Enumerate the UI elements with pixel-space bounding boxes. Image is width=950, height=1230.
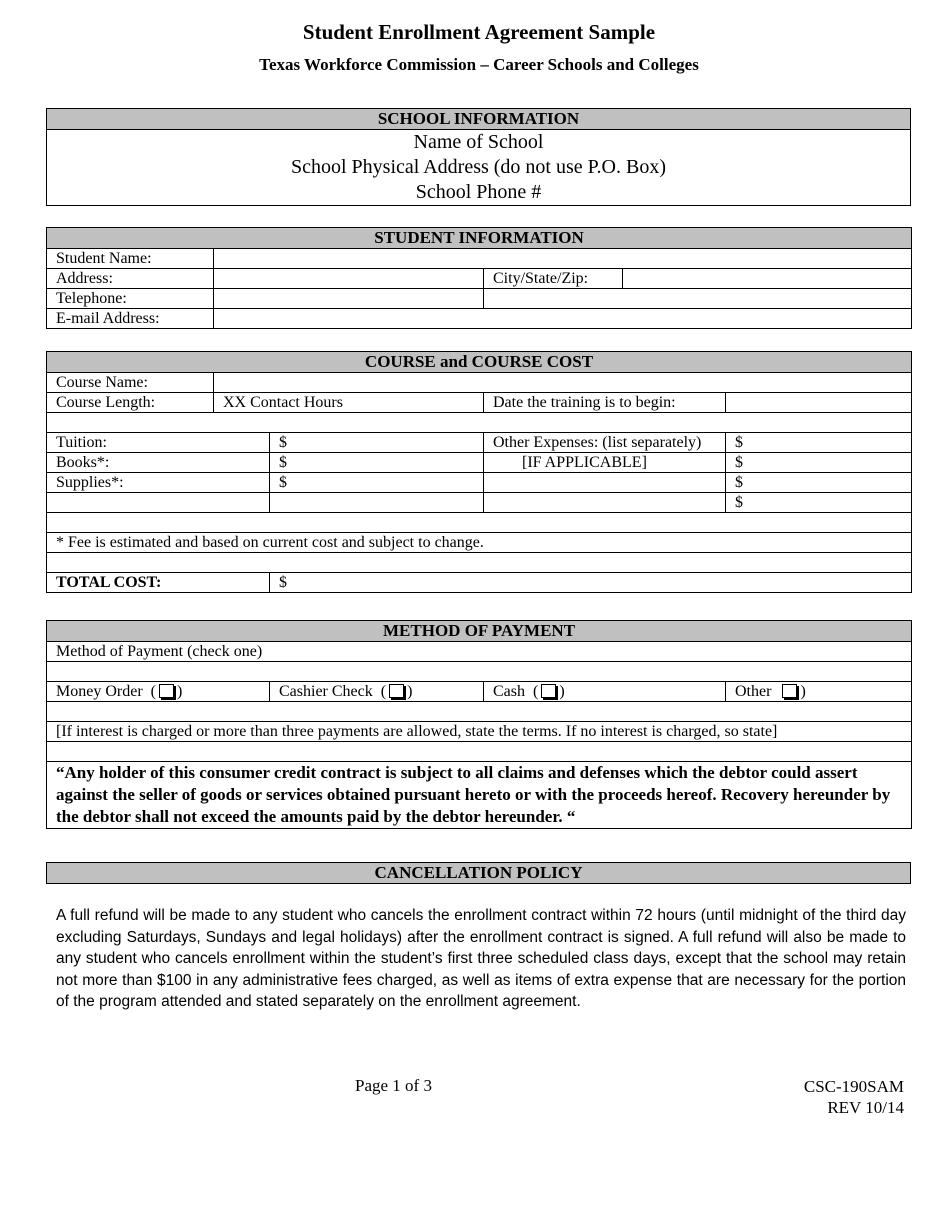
spacer-row	[47, 742, 912, 762]
supplies-label: Supplies*:	[47, 473, 270, 493]
course-heading: COURSE and COURSE COST	[47, 352, 912, 373]
city-state-zip-label: City/State/Zip:	[484, 269, 623, 289]
holder-notice: “Any holder of this consumer credit contract is subject to all claims and defenses which the debtor could assert against the seller of goods or services obtained pursuant hereto or with the proceeds hereof. Recovery hereunder by the debtor shall not exceed the amounts paid by the debtor hereunder. “	[47, 762, 912, 829]
money-order-label: Money Order	[56, 683, 143, 700]
fee-note: * Fee is estimated and based on current cost and subject to change.	[47, 533, 912, 553]
city-state-zip-field[interactable]	[623, 269, 912, 289]
school-info-block	[47, 130, 911, 206]
total-cost-amount[interactable]: $	[270, 573, 912, 593]
spacer-row	[47, 513, 912, 533]
student-name-field[interactable]	[214, 249, 912, 269]
telephone-field[interactable]	[214, 289, 484, 309]
cashier-check-option[interactable]: Cashier Check ( )	[270, 682, 484, 702]
other-expense-amount-2[interactable]: $	[726, 453, 912, 473]
other-expense-name-4[interactable]	[484, 493, 726, 513]
tuition-label: Tuition:	[47, 433, 270, 453]
tuition-amount[interactable]: $	[270, 433, 484, 453]
address-field[interactable]	[214, 269, 484, 289]
form-code: CSC-190SAM	[803, 1077, 904, 1096]
other-expense-name-3[interactable]	[484, 473, 726, 493]
other-expenses-label: Other Expenses: (list separately)	[484, 433, 726, 453]
email-field[interactable]	[214, 309, 912, 329]
spacer-row	[47, 413, 912, 433]
student-info-heading: STUDENT INFORMATION	[47, 228, 912, 249]
books-amount[interactable]: $	[270, 453, 484, 473]
blank-cost-label	[47, 493, 270, 513]
telephone-extra-field[interactable]	[484, 289, 912, 309]
spacer-row	[47, 662, 912, 682]
school-address: School Physical Address (do not use P.O. Box)	[291, 156, 666, 178]
other-expense-amount-3[interactable]: $	[726, 473, 912, 493]
payment-instruction: Method of Payment (check one)	[47, 642, 912, 662]
books-label: Books*:	[47, 453, 270, 473]
page-subtitle: Texas Workforce Commission – Career Schools and Colleges	[259, 55, 699, 74]
page-title: Student Enrollment Agreement Sample	[302, 20, 656, 44]
method-of-payment-table	[46, 620, 912, 829]
form-code-block	[804, 1076, 904, 1118]
training-begin-field[interactable]	[726, 393, 912, 413]
interest-terms-note: [If interest is charged or more than three payments are allowed, state the terms. If no interest is charged, so state]	[47, 722, 912, 742]
supplies-amount[interactable]: $	[270, 473, 484, 493]
cash-option[interactable]: Cash ( )	[484, 682, 726, 702]
student-information-table	[46, 227, 912, 329]
cash-checkbox[interactable]	[541, 684, 556, 698]
cancellation-policy-text: A full refund will be made to any student who cancels the enrollment contract within 72 hours (until midnight of the third day excluding Saturdays, Sundays and legal holidays) after the enrollment contract is signed. A full refund will also be made to any student who cancels enrollment within the student’s first three scheduled class days, except that the school may retain not more than $100 in any administrative fees charged, as well as items of extra expense that are necessary for the portion of the program attended and stated separately on the enrollment agreement.	[56, 907, 906, 1010]
school-name: Name of School	[413, 131, 544, 153]
total-cost-label: TOTAL COST:	[47, 573, 270, 593]
other-expense-amount-4[interactable]: $	[726, 493, 912, 513]
address-label: Address:	[47, 269, 214, 289]
page-number: Page 1 of 3	[355, 1076, 432, 1095]
spacer-row	[47, 702, 912, 722]
money-order-checkbox[interactable]	[159, 684, 174, 698]
training-begin-label: Date the training is to begin:	[484, 393, 726, 413]
telephone-label: Telephone:	[47, 289, 214, 309]
other-label: Other	[735, 683, 772, 700]
course-length-label: Course Length:	[47, 393, 214, 413]
if-applicable-note: [IF APPLICABLE]	[484, 453, 726, 473]
other-option[interactable]: Other )	[726, 682, 912, 702]
course-name-field[interactable]	[214, 373, 912, 393]
course-cost-table	[46, 351, 912, 593]
other-expense-amount-1[interactable]: $	[726, 433, 912, 453]
other-checkbox[interactable]	[782, 684, 797, 698]
payment-heading: METHOD OF PAYMENT	[47, 621, 912, 642]
student-name-label: Student Name:	[47, 249, 214, 269]
school-info-heading: SCHOOL INFORMATION	[47, 109, 911, 130]
cashier-check-checkbox[interactable]	[389, 684, 404, 698]
cash-label: Cash	[493, 683, 525, 700]
blank-cost-amount[interactable]	[270, 493, 484, 513]
course-name-label: Course Name:	[47, 373, 214, 393]
cancellation-heading: CANCELLATION POLICY	[47, 863, 911, 884]
form-revision: REV 10/14	[827, 1098, 904, 1117]
spacer-row	[47, 553, 912, 573]
school-phone: School Phone #	[415, 181, 542, 203]
cashier-check-label: Cashier Check	[279, 683, 373, 700]
course-length-value[interactable]: XX Contact Hours	[214, 393, 484, 413]
school-information-table	[46, 108, 911, 206]
money-order-option[interactable]: Money Order ( )	[47, 682, 270, 702]
cancellation-policy-table	[46, 862, 911, 884]
email-label: E-mail Address:	[47, 309, 214, 329]
